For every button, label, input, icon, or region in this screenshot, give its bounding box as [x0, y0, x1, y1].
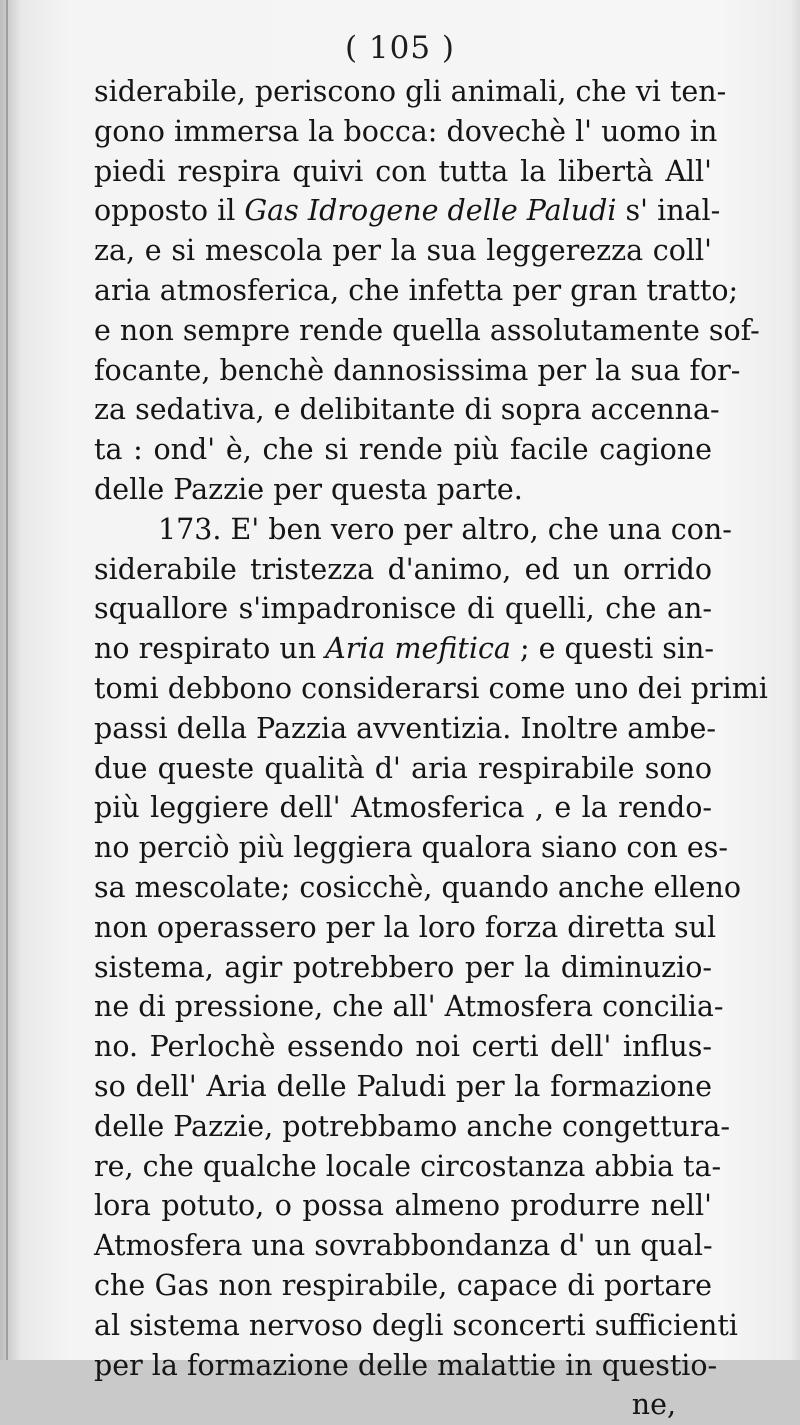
- text-segment: no. Perlochè essendo noi certi dell' influs-: [94, 1030, 712, 1064]
- body-text: [94, 72, 768, 1425]
- text-segment: piedi respira quivi con tutta la libertà All': [94, 154, 712, 188]
- text-segment: ta : ond' è, che si rende più facile cagione: [94, 433, 712, 467]
- text-line: [94, 550, 712, 590]
- text-line: [94, 231, 712, 271]
- text-segment: ne di pressione, che all' Atmosfera concilia-: [94, 990, 724, 1024]
- text-line: [94, 1226, 712, 1266]
- text-segment: sistema, agir potrebbero per la diminuzio-: [94, 950, 712, 984]
- text-line: [94, 749, 712, 789]
- italic-text-segment: Aria mefitica: [325, 632, 511, 666]
- text-line: [94, 709, 717, 749]
- text-line: [94, 152, 712, 192]
- text-line: [94, 1186, 712, 1226]
- text-line: [94, 589, 712, 629]
- text-segment: za sedativa, e delibitante di sopra accenna-: [94, 393, 720, 427]
- text-segment: tomi debbono considerarsi come uno dei primi: [94, 671, 768, 705]
- text-segment: aria atmosferica, che infetta per gran tratto;: [94, 273, 739, 307]
- text-segment: squallore s'impadronisce di quelli, che an-: [94, 592, 712, 626]
- text-line: [94, 1306, 738, 1346]
- text-line: [94, 72, 727, 112]
- text-segment: che Gas non respirabile, capace di portare: [94, 1268, 712, 1302]
- text-line: [94, 629, 712, 669]
- text-line: [94, 908, 717, 948]
- text-line: [94, 390, 720, 430]
- text-line: [94, 788, 712, 828]
- text-line: [94, 430, 712, 470]
- text-segment: e non sempre rende quella assolutamente sof-: [94, 313, 760, 347]
- text-segment: due queste qualità d' aria respirabile sono: [94, 751, 712, 785]
- text-segment: al sistema nervoso degli sconcerti sufficienti: [94, 1308, 738, 1342]
- text-line: [94, 669, 768, 709]
- text-segment: focante, benchè dannosissima per la sua for-: [94, 353, 741, 387]
- text-segment: lora potuto, o possa almeno produrre nell': [94, 1189, 712, 1223]
- text-line: [94, 271, 739, 311]
- text-segment: per la formazione delle malattie in questio-: [94, 1348, 718, 1382]
- text-line: [94, 1107, 731, 1147]
- text-line: [94, 470, 712, 510]
- text-segment: opposto il: [94, 194, 245, 228]
- text-segment: 173. E' ben vero per altro, che una con-: [158, 512, 732, 546]
- binding-gutter: [6, 0, 8, 1360]
- page-number: ( 105 ): [344, 30, 456, 66]
- text-line: [94, 311, 760, 351]
- text-segment: za, e si mescola per la sua leggerezza coll': [94, 234, 712, 268]
- text-line: [94, 987, 724, 1027]
- text-segment: no respirato un: [94, 632, 326, 666]
- text-segment: ; e questi sin-: [510, 632, 714, 666]
- text-segment: gono immersa la bocca: dovechè l' uomo in: [94, 114, 718, 148]
- text-line: [94, 948, 712, 988]
- text-segment: passi della Pazzia avventizia. Inoltre ambe-: [94, 711, 717, 745]
- text-line: [94, 1346, 718, 1386]
- text-line: [94, 112, 718, 152]
- text-line: [94, 1067, 712, 1107]
- text-segment: s' inal-: [616, 194, 721, 228]
- text-segment: no perciò più leggiera qualora siano con es-: [94, 831, 728, 865]
- text-segment: ne,: [631, 1388, 676, 1422]
- text-line: [94, 1027, 712, 1067]
- text-segment: re, che qualche locale circostanza abbia ta-: [94, 1149, 722, 1183]
- text-line: [94, 510, 732, 550]
- text-line: [94, 828, 728, 868]
- text-segment: sa mescolate; cosicchè, quando anche elleno: [94, 870, 741, 904]
- text-line: [94, 191, 721, 231]
- text-line: [94, 1147, 722, 1187]
- text-segment: delle Pazzie per questa parte.: [94, 472, 523, 506]
- text-segment: siderabile tristezza d'animo, ed un orrido: [94, 552, 712, 586]
- text-line: [94, 351, 741, 391]
- text-segment: siderabile, periscono gli animali, che vi ten-: [94, 75, 727, 108]
- text-segment: delle Pazzie, potrebbamo anche congettura-: [94, 1109, 731, 1143]
- text-segment: Atmosfera una sovrabbondanza d' un qual-: [94, 1229, 713, 1263]
- text-line: [94, 1266, 712, 1306]
- text-segment: non operassero per la loro forza diretta sul: [94, 910, 717, 944]
- text-line: [94, 868, 741, 908]
- italic-text-segment: Gas Idrogene delle Paludi: [244, 194, 617, 228]
- text-segment: più leggiere dell' Atmosferica , e la rendo-: [94, 791, 712, 825]
- text-line: [94, 1385, 712, 1425]
- text-segment: so dell' Aria delle Paludi per la formazione: [94, 1069, 712, 1103]
